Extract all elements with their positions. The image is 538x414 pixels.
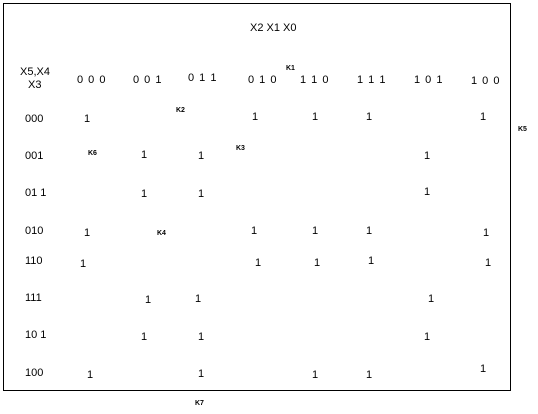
kmap-cell-r4-c6: 1 [366, 225, 373, 237]
row-header-110: 110 [25, 255, 43, 267]
kmap-cell-r1-c1: 1 [84, 113, 91, 125]
kmap-cell-r8-c6: 1 [366, 369, 373, 381]
column-header-100: 1 0 0 [471, 75, 501, 87]
kmap-cell-r1-c8: 1 [480, 111, 487, 123]
kmap-cell-r7-c2: 1 [141, 331, 148, 343]
kmap-frame [3, 3, 511, 391]
kmap-cell-r5-c4: 1 [255, 257, 262, 269]
kmap-cell-r4-c4: 1 [251, 225, 258, 237]
row-variables-label-top: X5,X4 [20, 66, 50, 78]
kmap-cell-r1-c4: 1 [252, 111, 259, 123]
kmap-cell-r1-c6: 1 [366, 111, 373, 123]
row-header-011: 01 1 [25, 187, 47, 199]
kmap-cell-r5-c8: 1 [485, 257, 492, 269]
row-header-101: 10 1 [25, 329, 47, 341]
kmap-cell-r2-c3: 1 [198, 150, 205, 162]
group-label-k3: K3 [236, 145, 245, 152]
kmap-cell-r2-c2: 1 [141, 149, 148, 161]
group-label-k1: K1 [286, 65, 295, 72]
row-header-001: 001 [25, 150, 44, 162]
group-label-k7: K7 [195, 400, 204, 407]
kmap-cell-r3-c3: 1 [198, 188, 205, 200]
row-variables-label-bottom: X3 [28, 79, 42, 91]
kmap-cell-r1-c5: 1 [312, 111, 319, 123]
column-header-101: 1 0 1 [414, 74, 444, 86]
kmap-cell-r7-c3: 1 [198, 331, 205, 343]
column-header-010: 0 1 0 [248, 74, 278, 86]
kmap-cell-r6-c7: 1 [428, 293, 435, 305]
row-header-100: 100 [25, 367, 44, 379]
kmap-cell-r5-c6: 1 [368, 255, 375, 267]
kmap-cell-r8-c5: 1 [312, 369, 319, 381]
kmap-cell-r4-c8: 1 [483, 227, 490, 239]
kmap-cell-r4-c1: 1 [84, 227, 91, 239]
kmap-cell-r8-c1: 1 [87, 369, 94, 381]
column-header-111: 1 1 1 [357, 74, 387, 86]
kmap-cell-r4-c5: 1 [312, 225, 319, 237]
row-header-111: 111 [25, 292, 42, 304]
kmap-cell-r8-c3: 1 [198, 368, 205, 380]
column-header-011: 0 1 1 [188, 72, 218, 84]
column-header-110: 1 1 0 [300, 74, 330, 86]
kmap-cell-r5-c1: 1 [80, 258, 87, 270]
kmap-cell-r7-c7: 1 [424, 331, 431, 343]
kmap-cell-r2-c7: 1 [424, 150, 431, 162]
group-label-k6: K6 [88, 150, 97, 157]
group-label-k4: K4 [157, 230, 166, 237]
kmap-cell-r6-c3: 1 [195, 293, 202, 305]
column-header-001: 0 0 1 [133, 74, 163, 86]
group-label-k5: K5 [518, 126, 527, 133]
kmap-cell-r3-c7: 1 [424, 186, 431, 198]
kmap-cell-r8-c8: 1 [480, 363, 487, 375]
kmap-cell-r6-c2: 1 [145, 294, 152, 306]
row-header-010: 010 [25, 225, 44, 237]
column-variables-title: X2 X1 X0 [250, 22, 297, 34]
kmap-cell-r3-c2: 1 [141, 188, 148, 200]
kmap-cell-r5-c5: 1 [314, 257, 321, 269]
group-label-k2: K2 [176, 107, 185, 114]
column-header-000: 0 0 0 [77, 74, 107, 86]
row-header-000: 000 [25, 113, 44, 125]
